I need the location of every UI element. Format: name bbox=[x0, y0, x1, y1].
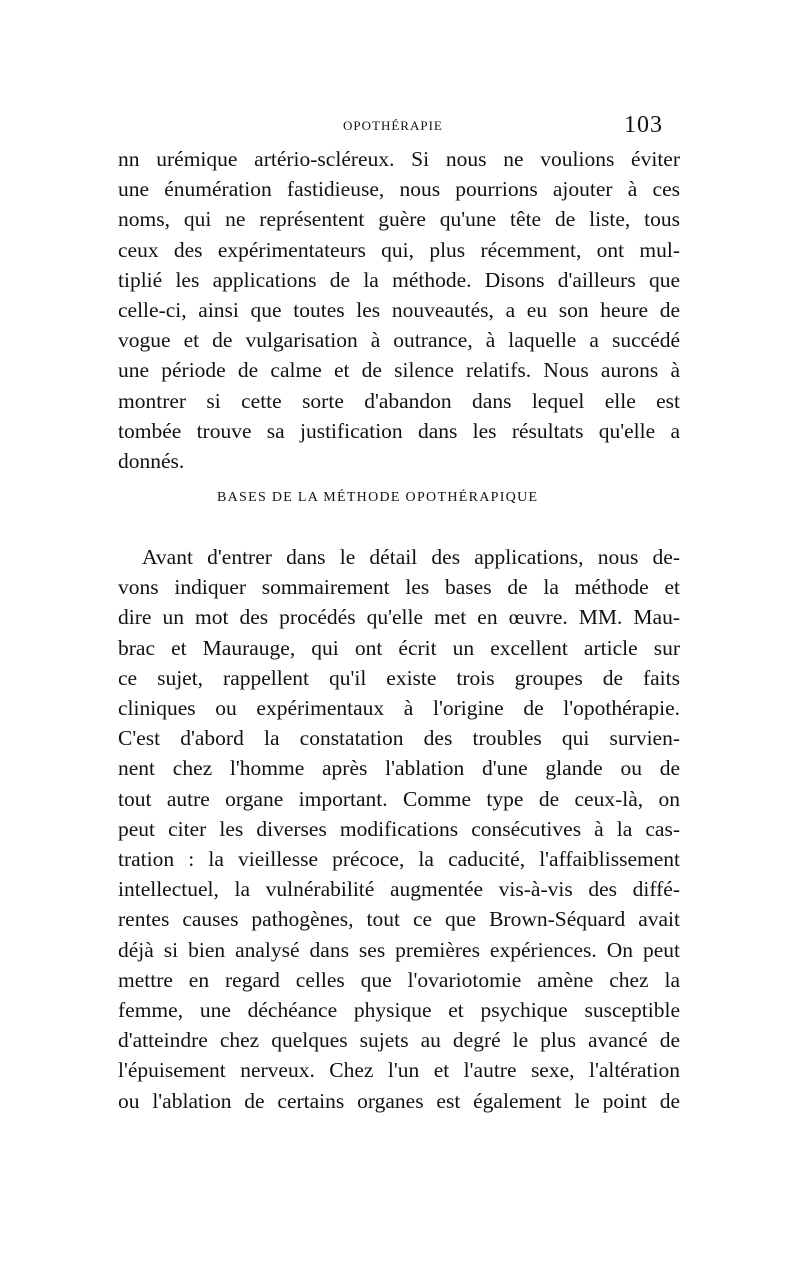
text-line: femme, une déchéance physique et psychique susceptible bbox=[118, 998, 680, 1023]
text-line: montrer si cette sorte d'abandon dans lequel elle est bbox=[118, 388, 680, 413]
section-heading-text: BASES DE LA MÉTHODE OPOTHÉRAPIQUE bbox=[217, 490, 539, 505]
text-line: tration : la vieillesse précoce, la caducité, l'affaiblissement bbox=[118, 847, 680, 872]
text-line: brac et Maurauge, qui ont écrit un excellent article sur bbox=[118, 635, 680, 660]
text-line: C'est d'abord la constatation des troubles qui survien- bbox=[118, 726, 680, 751]
text-line: une énumération fastidieuse, nous pourrions ajouter à ces bbox=[118, 177, 680, 202]
text-line: peut citer les diverses modifications consécutives à la cas- bbox=[118, 816, 680, 841]
text-line: nent chez l'homme après l'ablation d'une glande ou de bbox=[118, 756, 680, 781]
text-line: tout autre organe important. Comme type de ceux-là, on bbox=[118, 786, 680, 811]
text-line: Avant d'entrer dans le détail des applications, nous de- bbox=[142, 545, 680, 569]
text-line: noms, qui ne représentent guère qu'une tête de liste, tous bbox=[118, 207, 680, 232]
text-line: intellectuel, la vulnérabilité augmentée vis-à-vis des diffé- bbox=[118, 877, 680, 902]
running-title: OPOTHÉRAPIE bbox=[343, 118, 443, 133]
text-line: ou l'ablation de certains organes est également le point de bbox=[118, 1088, 680, 1113]
paragraph-1 bbox=[118, 144, 680, 476]
text-line: donnés. bbox=[118, 449, 185, 474]
text-line: dire un mot des procédés qu'elle met en œuvre. MM. Mau- bbox=[118, 605, 680, 630]
text-line: tiplié les applications de la méthode. Disons d'ailleurs que bbox=[118, 267, 680, 292]
text-line: nn urémique artério-scléreux. Si nous ne voulions éviter bbox=[118, 147, 680, 171]
text-line: déjà si bien analysé dans ses premières expériences. On peut bbox=[118, 937, 680, 962]
text-line: une période de calme et de silence relatifs. Nous aurons à bbox=[118, 358, 680, 383]
paragraph-2 bbox=[118, 542, 680, 1116]
page-number: 103 bbox=[624, 112, 663, 138]
text-line: ce sujet, rappellent qu'il existe trois groupes de faits bbox=[118, 665, 680, 690]
text-line: tombée trouve sa justification dans les résultats qu'elle a bbox=[118, 418, 680, 443]
text-line: vons indiquer sommairement les bases de la méthode et bbox=[118, 575, 680, 600]
text-line: l'épuisement nerveux. Chez l'un et l'autre sexe, l'altération bbox=[118, 1058, 680, 1083]
text-line: vogue et de vulgarisation à outrance, à laquelle a succédé bbox=[118, 328, 680, 353]
text-line: ceux des expérimentateurs qui, plus récemment, ont mul- bbox=[118, 237, 680, 262]
running-header bbox=[0, 112, 800, 142]
text-line: rentes causes pathogènes, tout ce que Brown-Séquard avait bbox=[118, 907, 680, 932]
text-line: d'atteindre chez quelques sujets au degré le plus avancé de bbox=[118, 1028, 680, 1053]
text-line: cliniques ou expérimentaux à l'origine de l'opothérapie. bbox=[118, 696, 680, 721]
text-line: celle-ci, ainsi que toutes les nouveautés, a eu son heure de bbox=[118, 298, 680, 323]
text-line: mettre en regard celles que l'ovariotomie amène chez la bbox=[118, 967, 680, 992]
